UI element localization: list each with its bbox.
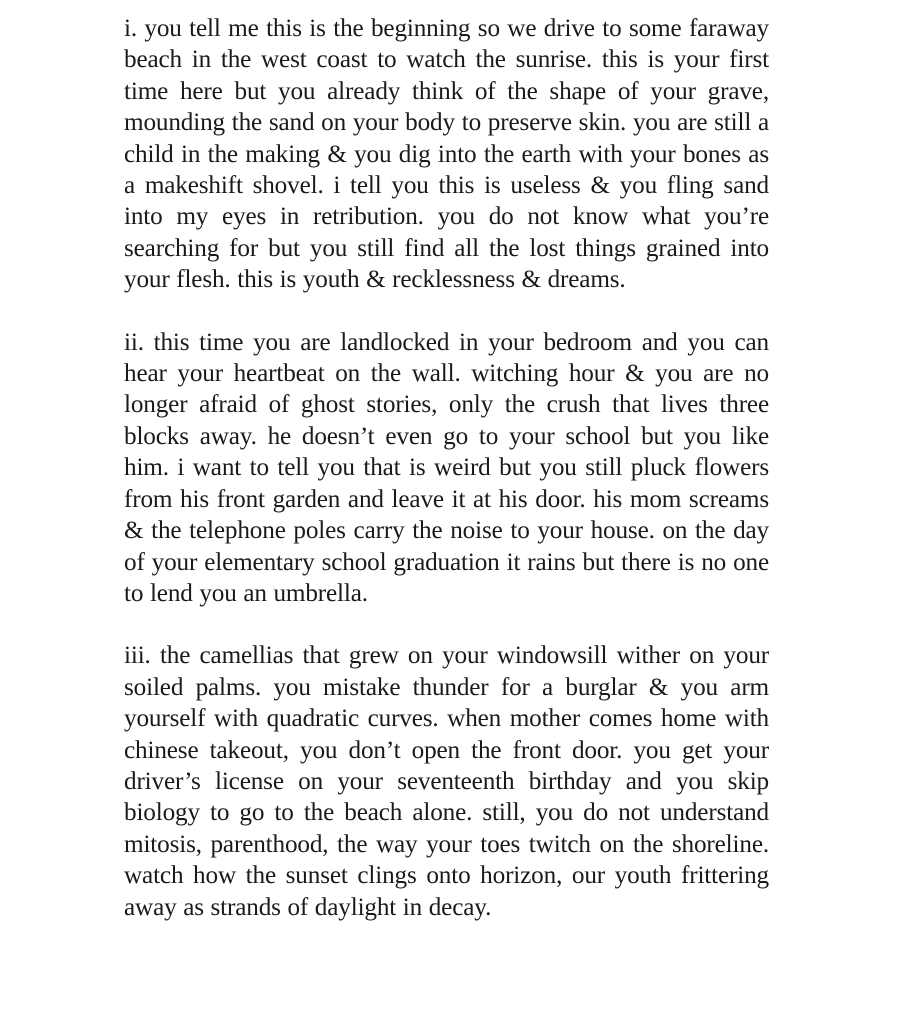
poem-page xyxy=(124,13,769,923)
stanza-1: i. you tell me this is the beginning so we drive to some faraway beach in the west coast to watch the sunrise. this is your first time here but you already think of the shape of your grave, mounding the sand on your body to preserve skin. you are still a child in the making & you dig into the earth with your bones as a makeshift shovel. i tell you this is useless & you fling sand into my eyes in retribution. you do not know what you’re searching for but you still find all the lost things grained into your flesh. this is youth & recklessness & dreams. xyxy=(124,15,769,294)
stanza-3: iii. the camellias that grew on your windowsill wither on your soiled palms. you mistake thunder for a burglar & you arm yourself with quadratic curves. when mother comes home with chinese takeout, you don’t open the front door. you get your driver’s license on your seventeenth birthday and you skip biology to go to the beach alone. still, you do not understand mitosis, parenthood, the way your toes twitch on the shoreline. watch how the sunset clings onto horizon, our youth frittering away as strands of daylight in decay. xyxy=(124,642,769,921)
stanza-2: ii. this time you are landlocked in your bedroom and you can hear your heartbeat on the wall. witching hour & you are no longer afraid of ghost stories, only the crush that lives three blocks away. he doesn’t even go to your school but you like him. i want to tell you that is weird but you still pluck flowers from his front garden and leave it at his door. his mom screams & the telephone poles carry the noise to your house. on the day of your elementary school graduation it rains but there is no one to lend you an umbrella. xyxy=(124,328,769,607)
